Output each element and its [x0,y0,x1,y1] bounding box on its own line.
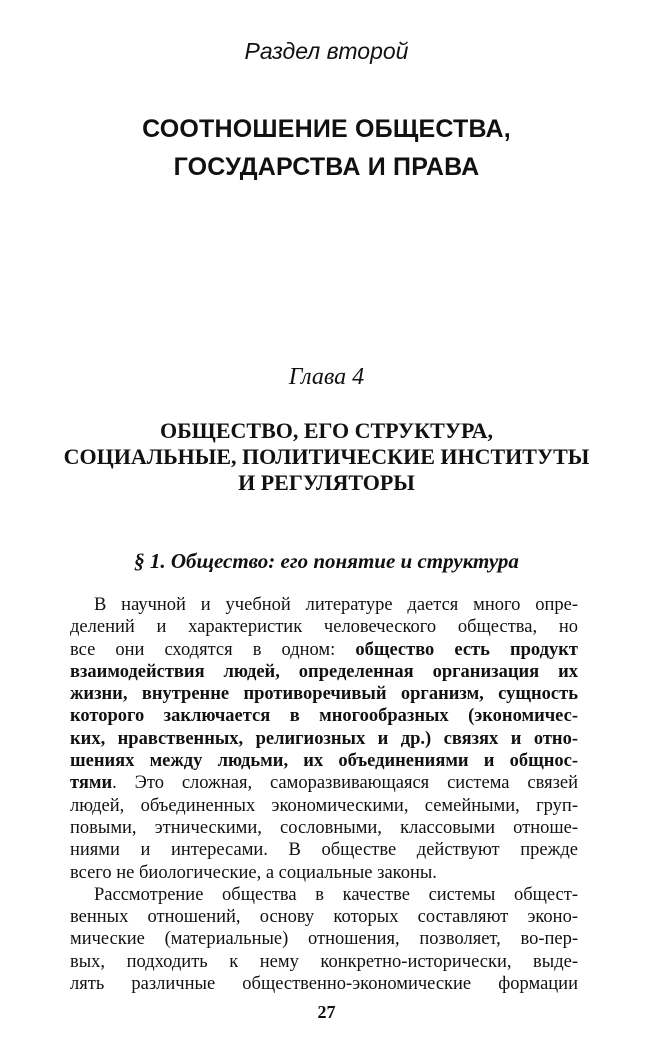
body-text [70,594,578,995]
text-line: людей, объединенных экономическими, семейными, груп- [70,795,578,816]
text-line: вых, подходить к нему конкретно-исторически, выде- [70,951,578,972]
text-line: взаимодействия людей, определенная организация их [70,661,578,682]
section-title-line: СООТНОШЕНИЕ ОБЩЕСТВА, [142,115,511,143]
text-line: мические (материальные) отношения, позволяет, во-пер- [70,929,578,950]
section-title [0,110,653,186]
text-line: которого заключается в многообразных (экономичес- [70,706,578,727]
text-run-bold: общество есть продукт [355,639,578,660]
section-label: Раздел второй [244,38,409,64]
text-run: все они сходятся в одном: [70,639,356,660]
text-line: В научной и учебной литературе дается много опре- [94,595,578,615]
text-line: ниями и интересами. В обществе действуют прежде [70,840,578,861]
section-title-line: ГОСУДАРСТВА И ПРАВА [173,153,480,181]
chapter-label: Глава 4 [288,364,365,390]
text-line: жизни, внутренне противоречивый организм, сущность [70,684,578,705]
chapter-title [0,418,653,496]
text-line [70,772,578,794]
text-line: Рассмотрение общества в качестве системы общест- [94,884,578,905]
paragraph-heading: § 1. Общество: его понятие и структура [134,549,519,573]
text-line [70,639,578,661]
page-number: 27 [317,1002,336,1022]
text-line: шениях между людьми, их объединениями и общнос- [70,751,578,772]
chapter-title-line: ОБЩЕСТВО, ЕГО СТРУКТУРА, [160,418,493,443]
text-line: лять различные общественно-экономические формации [70,974,578,995]
chapter-title-line: И РЕГУЛЯТОРЫ [238,470,415,495]
text-line: венных отношений, основу которых составляют эконо- [70,907,578,928]
text-line: всего не биологические, а социальные законы. [70,862,437,883]
text-line: ких, нравственных, религиозных и др.) связях и отно- [70,728,578,749]
text-line: повыми, этническими, сословными, классовыми отноше- [70,817,578,838]
text-run-bold: тями [70,773,113,794]
text-run: . Это сложная, саморазвивающаяся система связей [112,773,578,794]
text-line: делений и характеристик человеческого общества, но [70,617,578,638]
chapter-title-line: СОЦИАЛЬНЫЕ, ПОЛИТИЧЕСКИЕ ИНСТИТУТЫ [63,444,590,469]
